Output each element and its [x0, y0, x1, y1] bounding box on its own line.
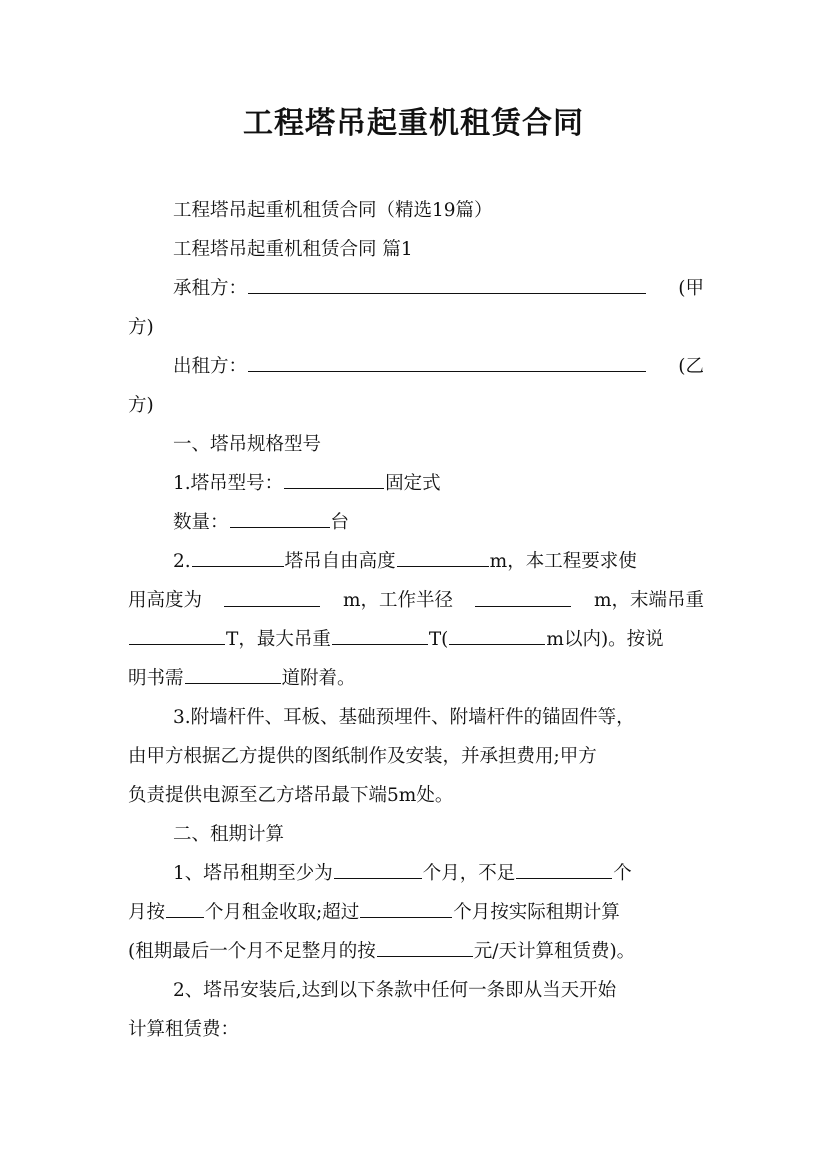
text-run: m以内)。按说: [546, 629, 664, 650]
text-run: m，末端吊重: [593, 590, 704, 611]
text-run: 道附着。: [281, 668, 356, 689]
text-run: 3.附墙杆件、耳板、基础预埋件、附墙杆件的锚固件等，: [173, 707, 635, 728]
paragraph-line: [128, 542, 704, 581]
lessor-label: 出租方：: [173, 356, 248, 377]
paragraph-line: [128, 854, 704, 893]
text-run: 个: [613, 863, 632, 884]
text-run: m，本工程要求使: [489, 551, 637, 572]
lessee-label: 承租方：: [173, 278, 248, 299]
text-run: 数量：: [173, 512, 229, 533]
paragraph-line: [128, 230, 704, 269]
paragraph-line: [128, 620, 704, 659]
fill-blank: [397, 565, 489, 567]
paragraph-line: [128, 464, 704, 503]
paragraph-line: [128, 503, 704, 542]
text-run: 由甲方根据乙方提供的图纸制作及安装，并承担费用;甲方: [128, 746, 597, 767]
lessor-blank: [248, 370, 646, 372]
fill-blank: [360, 916, 452, 918]
paragraph-line: [128, 737, 704, 776]
paragraph-line: [128, 971, 704, 1010]
text-run: 个月租金收取;超过: [205, 902, 360, 923]
text-run: 元/天计算租赁费)。: [473, 941, 636, 962]
text-run: 固定式: [385, 473, 441, 494]
lessee-line: [128, 269, 704, 308]
paragraph-line: [128, 659, 704, 698]
text-run: 工程塔吊起重机租赁合同 篇1: [173, 239, 413, 260]
text-run: (乙: [678, 356, 704, 377]
lessee-blank: [248, 292, 646, 294]
text-run: 2.: [173, 551, 191, 572]
paragraph-line: [128, 1010, 704, 1049]
text-run: (租期最后一个月不足整月的按: [128, 941, 376, 962]
text-run: 一、塔吊规格型号: [173, 434, 322, 455]
text-run: 方): [128, 317, 154, 338]
paragraph-line: [128, 581, 704, 620]
paragraph-line: [128, 308, 704, 347]
fill-blank: [449, 643, 545, 645]
paragraph-line: [128, 698, 704, 737]
text-run: 方): [128, 395, 154, 416]
fill-blank: [185, 682, 281, 684]
section-heading: [128, 815, 704, 854]
text-run: 个月，不足: [422, 863, 516, 884]
section-heading: [128, 425, 704, 464]
fill-blank: [475, 605, 571, 607]
text-run: 台: [330, 512, 350, 533]
text-run: 明书需: [128, 668, 184, 689]
text-run: 用高度为: [128, 590, 203, 611]
fill-blank: [166, 916, 204, 918]
text-run: (甲: [678, 278, 704, 299]
paragraph-line: [128, 932, 704, 971]
text-run: 塔吊自由高度: [284, 551, 396, 572]
paragraph-line: [128, 893, 704, 932]
fill-blank: [284, 487, 384, 489]
document-title: 工程塔吊起重机租赁合同: [243, 106, 584, 141]
fill-blank: [377, 955, 473, 957]
text-run: 1、塔吊租期至少为: [173, 863, 333, 884]
fill-blank: [129, 643, 225, 645]
paragraph-line: [128, 191, 704, 230]
fill-blank: [230, 526, 330, 528]
fill-blank: [192, 565, 284, 567]
text-run: 负责提供电源至乙方塔吊最下端5m处。: [128, 785, 454, 806]
text-run: 二、租期计算: [173, 824, 285, 845]
paragraph-line: [128, 386, 704, 425]
fill-blank: [516, 877, 612, 879]
fill-blank: [334, 877, 422, 879]
fill-blank: [332, 643, 428, 645]
lessor-line: [128, 347, 704, 386]
paragraph-line: [128, 776, 704, 815]
text-run: 个月按实际租期计算: [453, 902, 620, 923]
text-run: 月按: [128, 902, 166, 923]
text-run: m，工作半径: [342, 590, 453, 611]
text-run: T，最大吊重: [226, 629, 331, 650]
text-run: 计算租赁费：: [128, 1019, 240, 1040]
fill-blank: [224, 605, 320, 607]
text-run: T(: [428, 629, 449, 650]
text-run: 2、塔吊安装后,达到以下条款中任何一条即从当天开始: [173, 980, 617, 1001]
text-run: 工程塔吊起重机租赁合同（精选19篇）: [173, 200, 493, 221]
document-body: [128, 191, 704, 1049]
text-run: 1.塔吊型号：: [173, 473, 284, 494]
